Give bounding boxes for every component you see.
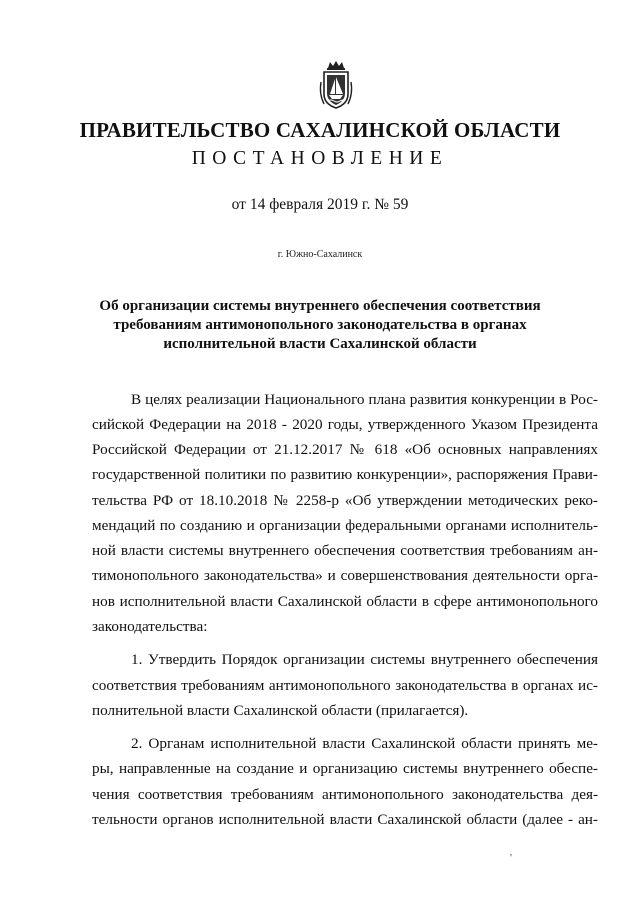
- body-line: ной власти системы внутреннего обеспечения соответствия требованиям ан-: [92, 542, 598, 559]
- heading-line: исполнительной власти Сахалинской области: [163, 336, 477, 352]
- body-line: тельности органов исполнительной власти Сахалинской области (далее - ан-: [92, 811, 598, 828]
- heading-line: Об организации системы внутреннего обеспечения соответствия: [99, 298, 541, 314]
- document-date-number: от 14 февраля 2019 г. № 59: [231, 196, 409, 213]
- document-heading: [60, 297, 580, 354]
- document-type: ПОСТАНОВЛЕНИЕ: [191, 148, 449, 169]
- sakhalin-coat-of-arms-icon: [318, 60, 354, 110]
- document-city: г. Южно-Сахалинск: [277, 249, 363, 260]
- body-line: 2. Органам исполнительной власти Сахалинской области принять ме-: [131, 735, 598, 752]
- body-line: государственной политики по развитию конкуренции», распоряжения Прави-: [92, 466, 598, 483]
- body-line: нов исполнительной власти Сахалинской области в сфере антимонопольного: [92, 593, 598, 610]
- body-line: Российской Федерации от 21.12.2017 № 618 «Об основных направлениях: [92, 441, 598, 458]
- body-line: законодательства:: [92, 618, 208, 635]
- government-title: ПРАВИТЕЛЬСТВО САХАЛИНСКОЙ ОБЛАСТИ: [79, 118, 561, 142]
- body-line: полнительной власти Сахалинской области (прилагается).: [92, 702, 469, 719]
- body-line: В целях реализации Национального плана развития конкуренции в Рос-: [131, 391, 598, 408]
- body-line: сийской Федерации на 2018 - 2020 годы, утвержденного Указом Президента: [92, 416, 598, 433]
- scan-mark: ': [510, 852, 512, 864]
- body-line: соответствия требованиям антимонопольного законодательства в органах ис-: [92, 677, 598, 694]
- body-line: мендаций по созданию и организации федеральными органами исполнитель-: [92, 517, 598, 534]
- body-line: тимонопольного законодательства» и совершенствования деятельности орга-: [92, 567, 598, 584]
- heading-line: требованиям антимонопольного законодательства в органах: [113, 317, 527, 333]
- body-line: ры, направленные на создание и организацию системы внутреннего обеспе-: [92, 760, 598, 777]
- body-line: тельства РФ от 18.10.2018 № 2258-р «Об утверждении методических реко-: [92, 492, 598, 509]
- body-line: чения соответствия требованиям антимонопольного законодательства дея-: [92, 786, 598, 803]
- body-line: 1. Утвердить Порядок организации системы внутреннего обеспечения: [131, 651, 598, 668]
